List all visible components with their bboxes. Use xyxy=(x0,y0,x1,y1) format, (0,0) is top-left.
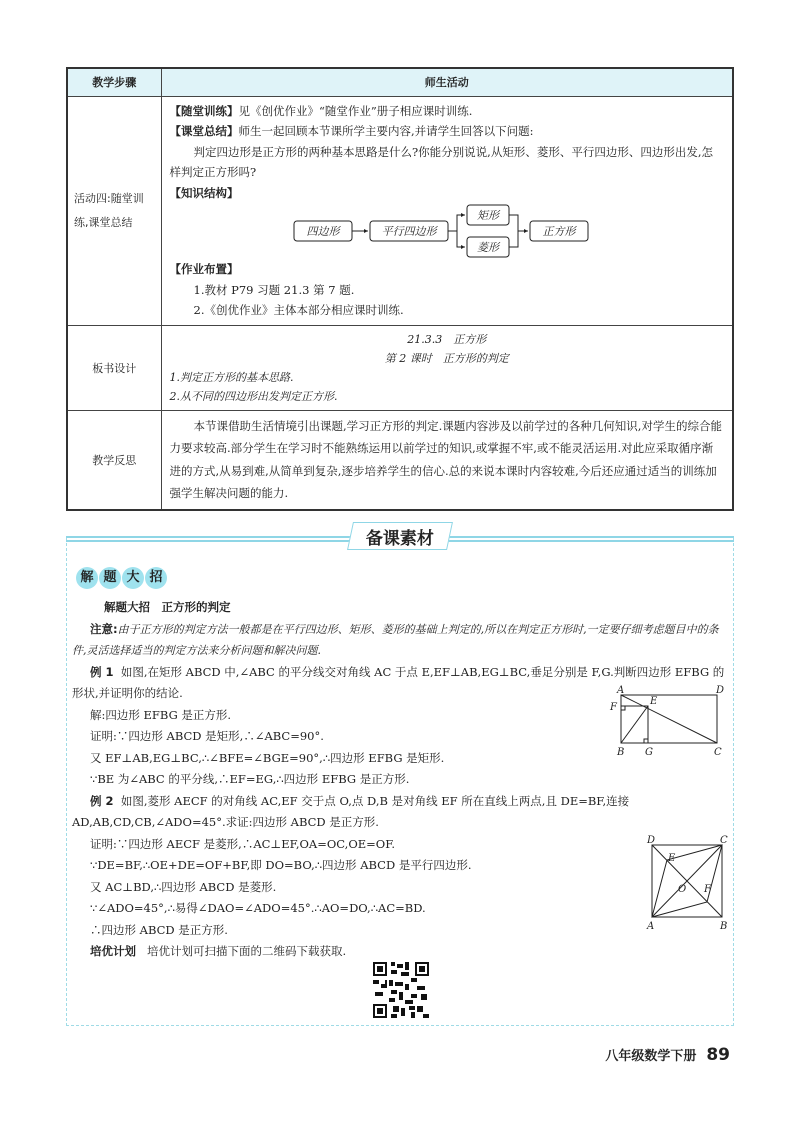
label-c: C xyxy=(714,747,722,757)
board-design-content xyxy=(161,325,733,410)
label-o: O xyxy=(678,884,687,895)
tag-char: 招 xyxy=(145,567,167,589)
rhombus-square-figure xyxy=(640,835,730,930)
example-1-text: 如图,在矩形 ABCD 中,∠ABC 的平分线交对角线 AC 于点 E,EF⊥AB,EG⊥BC,垂足分别是 F,G.判断四边形 EFBG 的形状,并证明你的结论. xyxy=(72,664,725,700)
label-e: E xyxy=(650,696,658,707)
label-a: A xyxy=(617,685,625,696)
proof-line: ∴四边形 ABCD 是正方形. xyxy=(90,922,228,937)
proof-line: 又 AC⊥BD,∴四边形 ABCD 是菱形. xyxy=(90,879,277,894)
page-footer xyxy=(605,1045,730,1065)
plan-label: 培优计划 xyxy=(90,944,136,958)
tag-char: 解 xyxy=(76,567,98,589)
solving-tips-tag xyxy=(76,567,167,589)
flow-quadrilateral: 四边形 xyxy=(306,225,340,238)
example-1-label: 例 1 xyxy=(90,664,114,679)
note-text: 由于正方形的判定方法一般都是在平行四边形、矩形、菱形的基础上判定的,所以在判定正方形时,一定要仔细考虑题目中的条件,灵活选择适当的判定方法来分析问题和解决问题. xyxy=(72,622,719,657)
board-subtitle: 第 2 课时 正方形的判定 xyxy=(384,351,509,365)
proof-line: 证明:∵四边形 AECF 是菱形,∴AC⊥EF,OA=OC,OE=OF. xyxy=(90,836,396,851)
book-title: 八年级数学下册 xyxy=(605,1049,697,1064)
structure-label: 【知识结构】 xyxy=(169,185,239,200)
flow-rhombus: 菱形 xyxy=(476,241,499,254)
solution-line: 又 EF⊥AB,EG⊥BC,∴∠BFE=∠BGE=90°,∴四边形 EFBG 是矩形. xyxy=(90,750,445,765)
note-label: 注意: xyxy=(90,621,118,636)
practice-text: 见《创优作业》“随堂作业”册子相应课时训练. xyxy=(238,103,473,118)
solution-line: 解:四边形 EFBG 是正方形. xyxy=(90,707,232,722)
homework-item: 2.《创优作业》主体本部分相应课时训练. xyxy=(193,303,404,317)
tag-char: 题 xyxy=(99,567,121,589)
section-heading: 解题大招 正方形的判定 xyxy=(104,600,231,614)
plan-text: 培优计划可扫描下面的二维码下载获取. xyxy=(146,944,347,958)
label-b: B xyxy=(617,747,625,757)
activity-4-content xyxy=(161,96,733,325)
flow-square: 正方形 xyxy=(542,225,576,238)
board-title: 21.3.3 正方形 xyxy=(407,332,487,346)
label-f: F xyxy=(610,702,617,713)
banner-text: 备课素材 xyxy=(366,528,434,549)
board-item: 2.从不同的四边形出发判定正方形. xyxy=(169,389,338,403)
label-e: E xyxy=(668,853,676,864)
summary-label: 【课堂总结】 xyxy=(169,124,239,138)
label-a: A xyxy=(647,921,655,930)
proof-line: ∵DE=BF,∴OE+DE=OF+BF,即 DO=BO,∴四边形 ABCD 是平行四边形. xyxy=(90,858,472,872)
practice-label: 【随堂训练】 xyxy=(169,103,239,118)
label-g: G xyxy=(645,747,653,757)
tag-char: 大 xyxy=(122,567,144,589)
header-activity: 师生活动 xyxy=(161,68,733,96)
homework-label: 【作业布置】 xyxy=(169,262,239,276)
step-board-design: 板书设计 xyxy=(67,325,161,410)
flow-parallelogram: 平行四边形 xyxy=(381,225,437,238)
summary-text: 师生一起回顾本节课所学主要内容,并请学生回答以下问题: xyxy=(238,124,534,138)
summary-question: 判定四边形是正方形的两种基本思路是什么?你能分别说说,从矩形、菱形、平行四边形、四边形出发,怎样判定正方形吗? xyxy=(169,144,713,179)
label-d: D xyxy=(647,835,656,846)
solution-line: 证明:∵四边形 ABCD 是矩形,∴∠ABC=90°. xyxy=(90,729,324,743)
knowledge-flowchart xyxy=(170,203,725,259)
rectangle-figure xyxy=(608,685,728,757)
step-reflection: 教学反思 xyxy=(67,410,161,510)
label-b: B xyxy=(720,921,728,930)
step-activity-4: 活动四:随堂训练,课堂总结 xyxy=(67,96,161,325)
homework-item: 1.教材 P79 习题 21.3 第 7 题. xyxy=(193,282,355,297)
lesson-plan-table xyxy=(66,67,734,511)
example-2-text: 如图,菱形 AECF 的对角线 AC,EF 交于点 O,点 D,B 是对角线 EF 所在直线上两点,且 DE=BF,连接 AD,AB,CD,CB,∠ADO=45°.求证:四边形 ABCD 是正方形. xyxy=(72,793,630,829)
label-c: C xyxy=(720,835,728,846)
label-d: D xyxy=(716,685,725,696)
label-f: F xyxy=(704,884,711,895)
flow-rectangle: 矩形 xyxy=(476,209,499,222)
board-item: 1.判定正方形的基本思路. xyxy=(169,370,294,384)
qr-code[interactable] xyxy=(373,962,429,1018)
page-number: 89 xyxy=(706,1045,730,1065)
section-banner xyxy=(347,522,453,550)
solution-line: ∵BE 为∠ABC 的平分线,∴EF=EG,∴四边形 EFBG 是正方形. xyxy=(90,772,410,786)
reflection-text: 本节课借助生活情境引出课题,学习正方形的判定.课题内容涉及以前学过的各种几何知识,对学生的综合能力要求较高.部分学生在学习时不能熟练运用以前学过的知识,或掌握不牢,或不能灵活运用.对此应采取循序渐进的方式,从易到难,从简单到复杂,逐步培养学生的信心.总的来说本课时内容较难,今后还应通过适当的训练加强学生解决问题的能力. xyxy=(161,410,733,510)
header-step: 教学步骤 xyxy=(67,68,161,96)
section-content xyxy=(72,597,730,963)
proof-line: ∵∠ADO=45°,∴易得∠DAO=∠ADO=45°.∴AO=DO,∴AC=BD. xyxy=(90,901,426,915)
example-2-label: 例 2 xyxy=(90,793,114,808)
